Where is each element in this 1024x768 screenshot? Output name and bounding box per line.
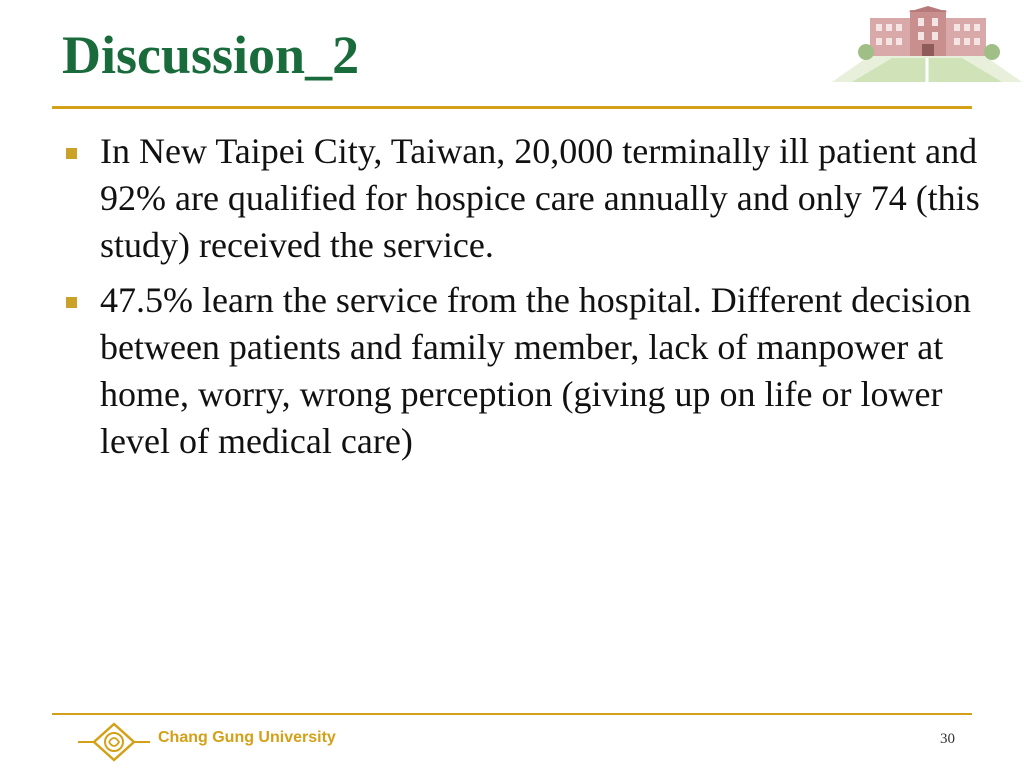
- bullet-text: In New Taipei City, Taiwan, 20,000 terminally ill patient and 92% are qualified for hospice care annually and only 74 (this study) received the service.: [100, 131, 980, 265]
- page-number: 30: [940, 731, 955, 747]
- bullet-text: 47.5% learn the service from the hospital. Different decision between patients and family member, lack of manpower at home, worry, wrong perception (giving up on life or lower level of medical care): [100, 280, 972, 461]
- square-bullet-icon: [66, 297, 77, 308]
- cgu-logo-icon: [78, 722, 150, 762]
- square-bullet-icon: [66, 148, 77, 159]
- title-divider: [52, 106, 972, 109]
- slide-title: Discussion_2: [62, 25, 360, 85]
- footer-divider: [52, 713, 972, 715]
- bullet-list: [60, 128, 980, 473]
- bullet-item: [60, 277, 980, 465]
- university-building-icon: [832, 6, 1022, 84]
- bullet-item: [60, 128, 980, 269]
- footer-university-name: Chang Gung University: [158, 729, 336, 746]
